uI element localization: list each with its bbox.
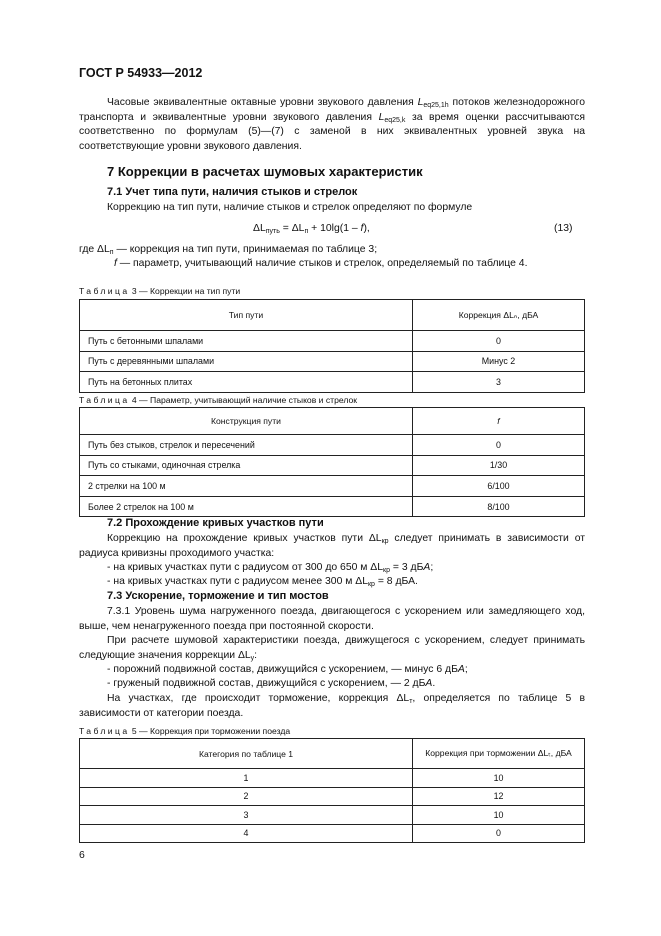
table-cell: 0 <box>413 331 585 352</box>
table-header-cell: Категория по таблице 1 <box>80 739 413 769</box>
table-cell: 0 <box>413 824 585 843</box>
bullet-loaded-train: - груженый подвижной состав, движущийся с ускорением, — 2 дБА. <box>107 678 436 689</box>
table-header-cell: Конструкция пути <box>80 408 413 435</box>
table-cell: 4 <box>80 824 413 843</box>
intro-paragraph: Часовые эквивалентные октавные уровни звукового давления $L_{eq25,1h}$ потоков железнодорожного транспорта и эквивалентные уровни звукового давления $L_{eq25,k}$ за время оценки рассчитываются соответственно по формулам (5)—(7) с заменой в них эквивалентных уровней звука на соответствующие уровни звукового давления. <box>79 97 585 152</box>
table-row <box>80 331 585 352</box>
table-5 <box>79 738 585 843</box>
table-cell: 2 стрелки на 100 м <box>80 476 413 497</box>
table-header-row <box>80 408 585 435</box>
document-header: ГОСТ Р 54933—2012 <box>79 66 203 80</box>
section-7-3-1-paragraph: 7.3.1 Уровень шума нагруженного поезда, двигающегося с ускорением или замедляющего ход, выше, чем ненагруженного поезда при постоянной скорости. <box>79 606 585 632</box>
table-row <box>80 806 585 825</box>
table-3 <box>79 299 585 393</box>
table-header-cell: f <box>413 408 585 435</box>
table-cell: 6/100 <box>413 476 585 497</box>
table-cell: 8/100 <box>413 496 585 517</box>
table-cell: 10 <box>413 806 585 825</box>
table-cell: 2 <box>80 787 413 806</box>
section-7-2-title: 7.2 Прохождение кривых участков пути <box>107 517 324 529</box>
bullet-empty-train: - порожний подвижной состав, движущийся с ускорением, — минус 6 дБА; <box>107 664 468 675</box>
bullet-radius-under-300: - на кривых участках пути с радиусом менее 300 м $\Delta L_{кр} = 8$ дБА. <box>107 576 418 588</box>
table-4 <box>79 407 585 517</box>
table-header-row <box>80 739 585 769</box>
section-7-1-title: 7.1 Учет типа пути, наличия стыков и стрелок <box>107 186 358 198</box>
table-header-cell: Коррекция при торможении ΔLₜ, дБА <box>413 739 585 769</box>
table-row <box>80 351 585 372</box>
table-row <box>80 435 585 456</box>
table-row <box>80 476 585 497</box>
table-cell: Путь с бетонными шпалами <box>80 331 413 352</box>
table-cell: 12 <box>413 787 585 806</box>
table-row <box>80 455 585 476</box>
table-cell: 1 <box>80 769 413 788</box>
table-3-caption: Таблица 3 — Коррекции на тип пути <box>79 286 241 296</box>
table-cell: Путь на бетонных плитах <box>80 372 413 393</box>
table-row <box>80 496 585 517</box>
formula-13: $\Delta L_{путь} = \Delta L_п + 10\lg(1 - f)$, <box>253 223 370 235</box>
section-7-title: 7 Коррекции в расчетах шумовых характеристик <box>107 164 423 179</box>
section-7-3-paragraph-3: На участках, где происходит торможение, коррекция $\Delta L_т$, определяется по таблице 5 в зависимости от категории поезда. <box>79 693 585 719</box>
table-cell: Путь с деревянными шпалами <box>80 351 413 372</box>
formula-number: (13) <box>554 223 573 234</box>
table-cell: Минус 2 <box>413 351 585 372</box>
section-7-2-paragraph: Коррекцию на прохождение кривых участков пути $\Delta L_{кр}$ следует принимать в зависимости от радиуса кривизны проходимого участка: <box>79 533 585 559</box>
section-7-3-paragraph-2: При расчете шумовой характеристики поезда, движущегося с ускорением, следует принимать следующие значения коррекции $\Delta L_у$: <box>79 635 585 662</box>
page-number: 6 <box>79 850 85 861</box>
table-row <box>80 824 585 843</box>
table-row <box>80 787 585 806</box>
table-header-cell: Тип пути <box>80 300 413 331</box>
table-row <box>80 372 585 393</box>
formula-where-2: f — параметр, учитывающий наличие стыков и стрелок, определяемый по таблице 4. <box>114 258 528 269</box>
table-row <box>80 769 585 788</box>
table-cell: 10 <box>413 769 585 788</box>
section-7-3-title: 7.3 Ускорение, торможение и тип мостов <box>107 590 329 602</box>
table-4-caption: Таблица 4 — Параметр, учитывающий наличие стыков и стрелок <box>79 395 358 405</box>
table-header-row <box>80 300 585 331</box>
table-cell: 0 <box>413 435 585 456</box>
table-header-cell: Коррекция ΔLₙ, дБА <box>413 300 585 331</box>
table-cell: 3 <box>413 372 585 393</box>
bullet-radius-300-650: - на кривых участках пути с радиусом от 300 до 650 м $\Delta L_{кр} = 3$ дБА; <box>107 562 434 574</box>
table-cell: Путь без стыков, стрелок и пересечений <box>80 435 413 456</box>
table-cell: 1/30 <box>413 455 585 476</box>
table-5-caption: Таблица 5 — Коррекция при торможении поезда <box>79 726 291 736</box>
table-cell: 3 <box>80 806 413 825</box>
table-cell: Путь со стыками, одиночная стрелка <box>80 455 413 476</box>
formula-where-1: где $\Delta L_п$ — коррекция на тип пути, принимаемая по таблице 3; <box>79 244 378 256</box>
table-cell: Более 2 стрелок на 100 м <box>80 496 413 517</box>
section-7-1-text: Коррекцию на тип пути, наличие стыков и стрелок определяют по формуле <box>107 202 473 213</box>
